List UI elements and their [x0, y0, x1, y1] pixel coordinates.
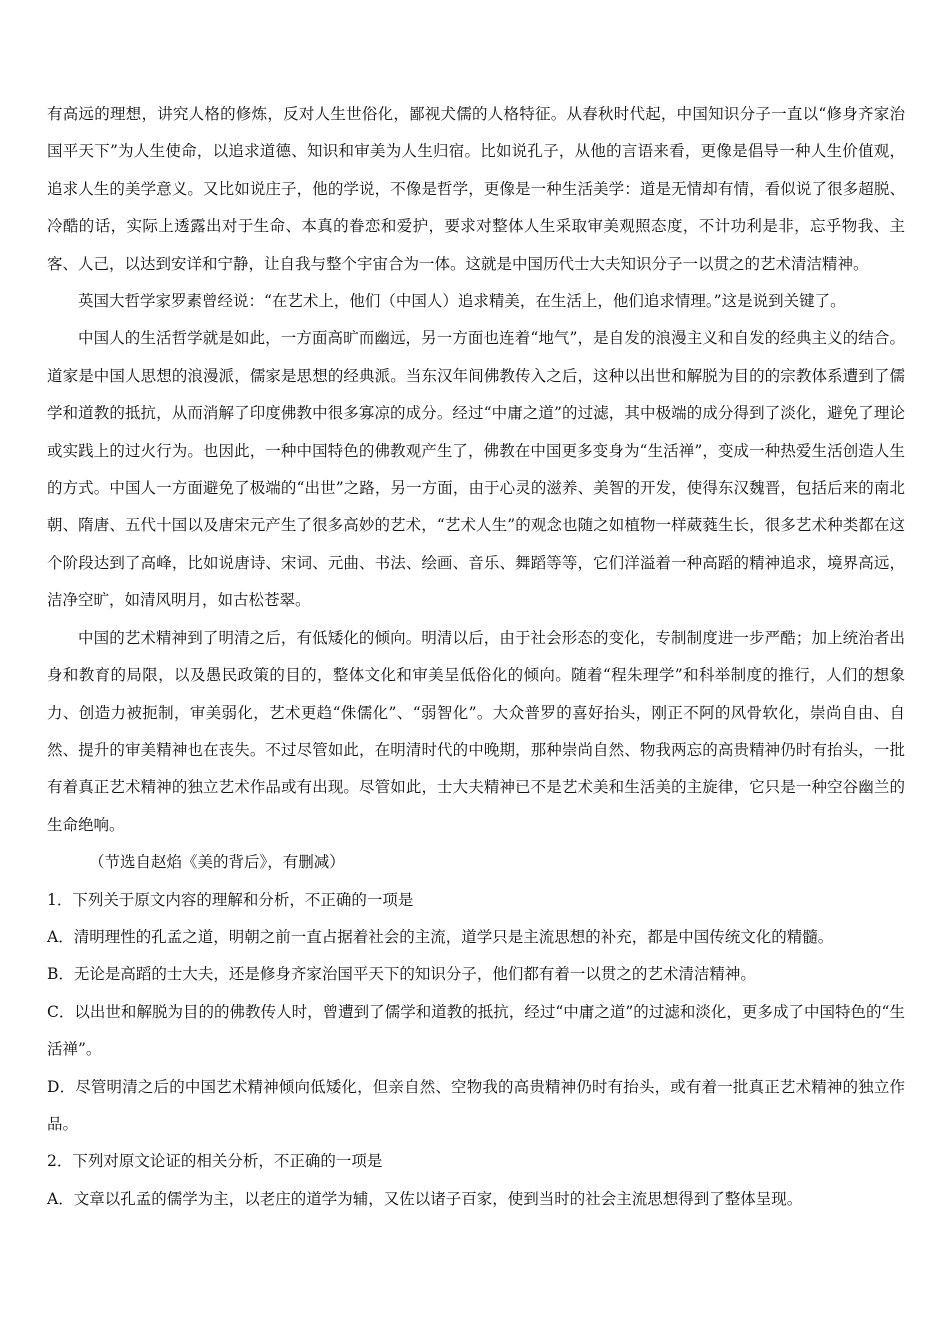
answer-option-b: B．无论是高蹈的士大夫，还是修身齐家治国平天下的知识分子，他们都有着一以贯之的艺术清洁精神。 — [47, 965, 756, 984]
question-2 — [47, 1143, 905, 1218]
answer-option-a: A．清明理性的孔孟之道，明朝之前一直占据着社会的主流，道学只是主流思想的补充，都是中国传统文化的精髓。 — [47, 927, 834, 946]
article-paragraph: 有高远的理想，讲究人格的修炼，反对人生世俗化，鄙视犬儒的人格特征。从春秋时代起，中国知识分子一直以“修身齐家治国平天下”为人生使命，以追求道德、知识和审美为人生归宿。比如说孔子，从他的言语来看，更像是倡导一种人生价值观，追求人生的美学意义。又比如说庄子，他的学说，不像是哲学，更像是一种生活美学：道是无情却有情，看似说了很多超脱、冷酷的话，实际上透露出对于生命、本真的眷恋和爱护，要求对整体人生采取审美观照态度，不计功利是非，忘乎物我、主客、人己，以达到安详和宁静，让自我与整个宇宙合为一体。这就是中国历代士大夫知识分子一以贯之的艺术清洁精神。 — [47, 105, 905, 273]
article-source: （节选自赵焰《美的背后》，有删减） — [89, 853, 345, 872]
article-paragraph: 英国大哲学家罗素曾经说：“在艺术上，他们（中国人）追求精美，在生活上，他们追求情理。”这是说到关键了。 — [78, 292, 846, 311]
answer-option-d: D．尽管明清之后的中国艺术精神倾向低矮化，但亲自然、空物我的高贵精神仍时有抬头，或有着一批真正艺术精神的独立作品。 — [47, 1077, 905, 1133]
question-1 — [47, 882, 905, 1144]
article-paragraph: 中国的艺术精神到了明清之后，有低矮化的倾向。明清以后，由于社会形态的变化，专制制度进一步严酷；加上统治者出身和教育的局限，以及愚民政策的目的，整体文化和审美呈低俗化的倾向。随着“程朱理学”和科举制度的推行，人们的想象力、创造力被扼制，审美弱化，艺术更趋“侏儒化”、“弱智化”。大众普罗的喜好抬头，刚正不阿的风骨软化，崇尚自由、自然、提升的审美精神也在丧失。不过尽管如此，在明清时代的中晚期，那种崇尚自然、物我两忘的高贵精神仍时有抬头，一批有着真正艺术精神的独立艺术作品或有出现。尽管如此，士大夫精神已不是艺术美和生活美的主旋律，它只是一种空谷幽兰的生命绝响。 — [47, 628, 905, 834]
article-paragraph: 中国人的生活哲学就是如此，一方面高旷而幽远，另一方面也连着“地气”，是自发的浪漫主义和自发的经典主义的结合。道家是中国人思想的浪漫派，儒家是思想的经典派。当东汉年间佛教传入之后，这种以出世和解脱为目的的宗教体系遭到了儒学和道教的抵抗，从而消解了印度佛教中很多寡凉的成分。经过“中庸之道”的过滤，其中极端的成分得到了淡化，避免了理论或实践上的过火行为。也因此，一种中国特色的佛教观产生了，佛教在中国更多变身为“生活禅”，变成一种热爱生活创造人生的方式。中国人一方面避免了极端的“出世”之路，另一方面，由于心灵的滋养、美智的开发，使得东汉魏晋，包括后来的南北朝、隋唐、五代十国以及唐宋元产生了很多高妙的艺术，“艺术人生”的观念也随之如植物一样葳蕤生长，很多艺术种类都在这个阶段达到了高峰，比如说唐诗、宋词、元曲、书法、绘画、音乐、舞蹈等等，它们洋溢着一种高蹈的精神追求，境界高远，洁净空旷，如清风明月，如古松苍翠。 — [47, 329, 905, 610]
question-stem: 2．下列对原文论证的相关分析，不正确的一项是 — [47, 1152, 383, 1171]
question-stem: 1．下列关于原文内容的理解和分析，不正确的一项是 — [47, 890, 414, 909]
answer-option-c: C．以出世和解脱为目的的佛教传人时，曾遭到了儒学和道教的抵抗，经过“中庸之道”的过滤和淡化，更多成了中国特色的“生活禅”。 — [47, 1002, 905, 1059]
document-page — [47, 96, 905, 1218]
answer-option-a: A．文章以孔孟的儒学为主，以老庄的道学为辅，又佐以诸子百家，使到当时的社会主流思想得到了整体呈现。 — [47, 1189, 803, 1208]
